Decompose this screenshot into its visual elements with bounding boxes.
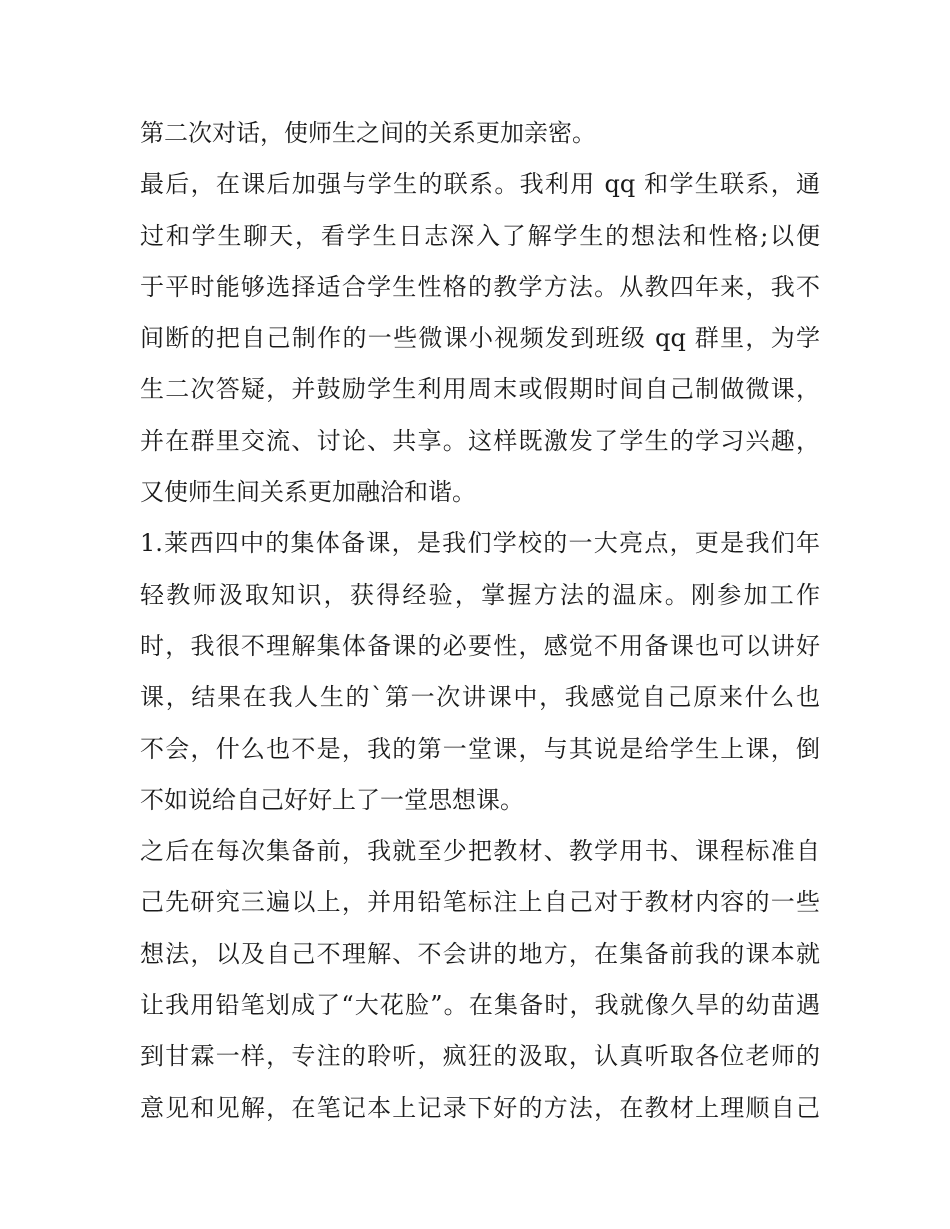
text-line: 又使师生间关系更加融洽和谐。 bbox=[140, 478, 476, 507]
text-line: 轻教师汲取知识，获得经验，掌握方法的温床。刚参加工作 bbox=[140, 580, 820, 609]
text-line: 于平时能够选择适合学生性格的教学方法。从教四年来，我不 bbox=[140, 272, 820, 301]
body-text bbox=[140, 108, 820, 1134]
text-line: 意见和见解，在笔记本上记录下好的方法，在教材上理顺自己 bbox=[140, 1093, 820, 1122]
text-line: 最后，在课后加强与学生的联系。我利用 qq 和学生联系，通 bbox=[140, 170, 820, 199]
text-line: 1.莱西四中的集体备课，是我们学校的一大亮点，更是我们年 bbox=[140, 529, 820, 558]
text-line: 不会，什么也不是，我的第一堂课，与其说是给学生上课，倒 bbox=[140, 734, 820, 763]
text-line: 让我用铅笔划成了“大花脸”。在集备时，我就像久旱的幼苗遇 bbox=[140, 991, 820, 1020]
text-line: 课，结果在我人生的`第一次讲课中，我感觉自己原来什么也 bbox=[140, 683, 820, 712]
text-line: 间断的把自己制作的一些微课小视频发到班级 qq 群里，为学 bbox=[140, 324, 820, 353]
text-line: 过和学生聊天，看学生日志深入了解学生的想法和性格;以便 bbox=[140, 221, 820, 250]
text-line: 之后在每次集备前，我就至少把教材、教学用书、课程标准自 bbox=[140, 837, 820, 866]
text-line: 第二次对话，使师生之间的关系更加亲密。 bbox=[140, 119, 596, 147]
text-line: 生二次答疑，并鼓励学生利用周末或假期时间自己制做微课， bbox=[140, 375, 820, 404]
text-line: 并在群里交流、讨论、共享。这样既激发了学生的学习兴趣， bbox=[140, 426, 820, 455]
text-line: 到甘霖一样，专注的聆听，疯狂的汲取，认真听取各位老师的 bbox=[140, 1042, 820, 1071]
text-line: 己先研究三遍以上，并用铅笔标注上自己对于教材内容的一些 bbox=[140, 888, 820, 917]
text-line: 时，我很不理解集体备课的必要性，感觉不用备课也可以讲好 bbox=[140, 631, 820, 660]
text-line: 想法，以及自己不理解、不会讲的地方，在集备前我的课本就 bbox=[140, 939, 820, 968]
text-line: 不如说给自己好好上了一堂思想课。 bbox=[140, 785, 524, 814]
